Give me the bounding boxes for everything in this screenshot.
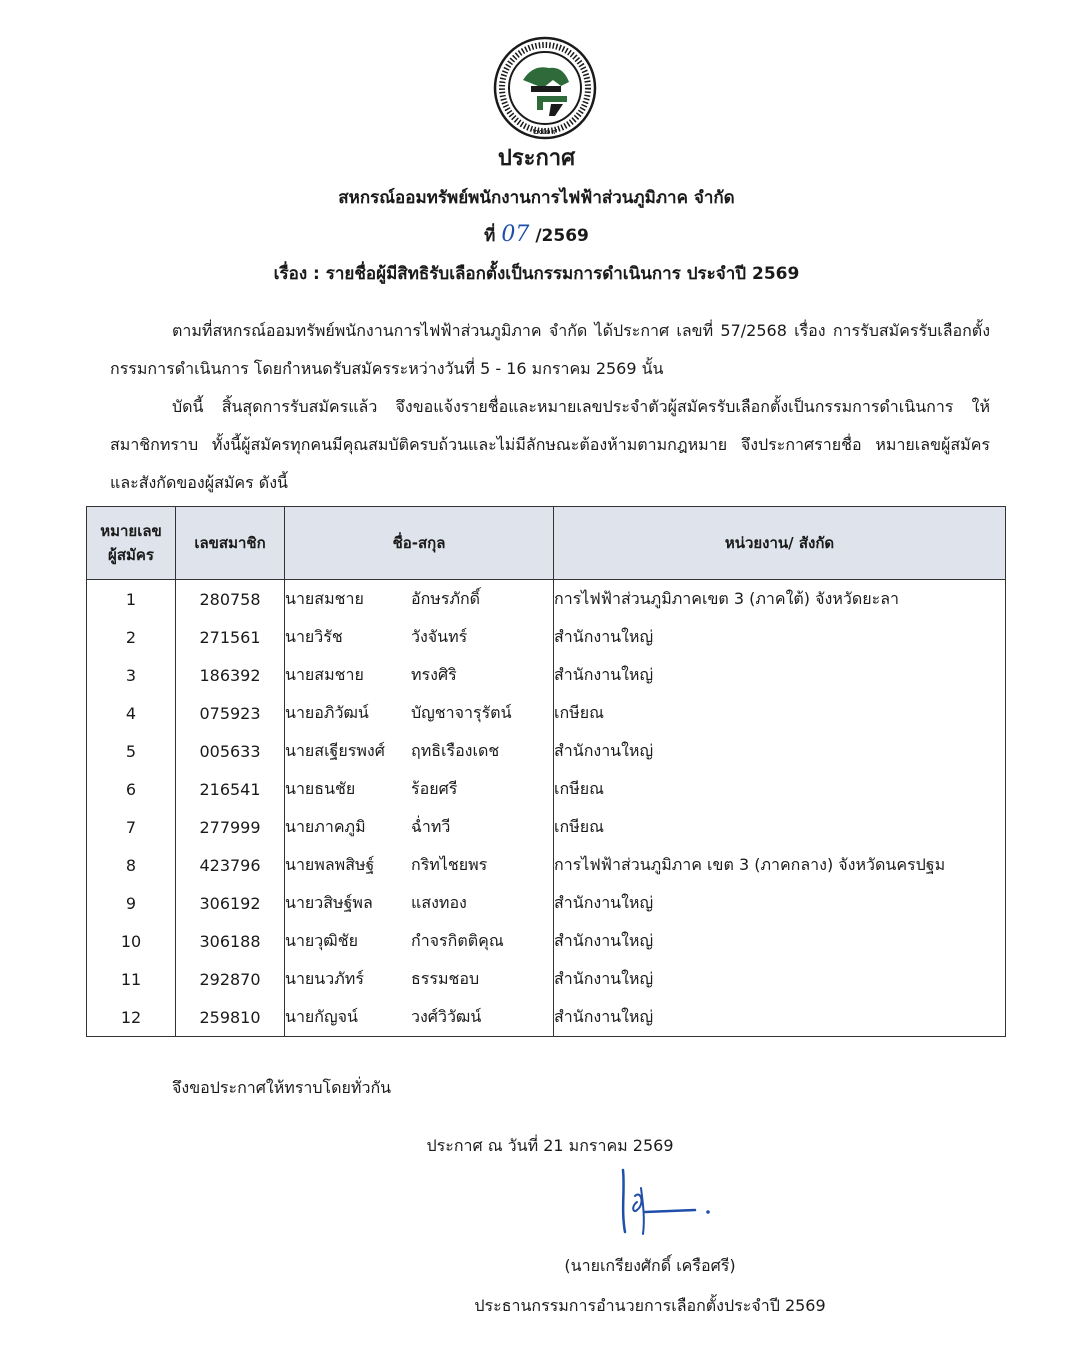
number-suffix: /2569 [535, 226, 589, 246]
member-number: 423796 [176, 846, 285, 884]
member-number: 005633 [176, 732, 285, 770]
document-title: ประกาศ [497, 146, 576, 171]
candidate-name [285, 922, 554, 960]
table-header-row [87, 507, 1006, 580]
table-row [87, 998, 1006, 1037]
candidate-unit: สำนักงานใหญ่ [554, 922, 1006, 960]
table-row [87, 922, 1006, 960]
member-number: 075923 [176, 694, 285, 732]
candidate-name [285, 770, 554, 808]
announcement-subject: เรื่อง : รายชื่อผู้มีสิทธิรับเลือกตั้งเป็นกรรมการดำเนินการ ประจำปี 2569 [273, 264, 800, 284]
candidate-number: 5 [87, 732, 176, 770]
member-number: 306192 [176, 884, 285, 922]
first-name: นายสมชาย [285, 588, 364, 608]
last-name: แสงทอง [411, 892, 467, 912]
handwritten-number: 07 [501, 222, 530, 247]
table-row [87, 580, 1006, 619]
member-number: 280758 [176, 580, 285, 619]
table-row [87, 732, 1006, 770]
number-prefix: ที่ [484, 226, 496, 246]
candidate-table [86, 506, 1006, 1037]
candidate-number: 11 [87, 960, 176, 998]
closing-statement: จึงขอประกาศให้ทราบโดยทั่วกัน [172, 1078, 392, 1097]
candidate-number: 8 [87, 846, 176, 884]
first-name: นายธนชัย [285, 778, 356, 798]
signer-title: ประธานกรรมการอำนวยการเลือกตั้งประจำปี 2569 [474, 1296, 826, 1315]
candidate-number: 6 [87, 770, 176, 808]
paragraph-intro-text: ตามที่สหกรณ์ออมทรัพย์พนักงานการไฟฟ้าส่วนภูมิภาค จำกัด ได้ประกาศ เลขที่ 57/2568 เรื่อง การรับสมัครรับเลือกตั้งกรรมการดำเนินการ โดยกำหนดรับสมัครระหว่างวันที่ 5 - 16 มกราคม 2569 นั้น [110, 321, 990, 378]
candidate-name [285, 808, 554, 846]
announcement-date: ประกาศ ณ วันที่ 21 มกราคม 2569 [426, 1136, 674, 1155]
table-row [87, 770, 1006, 808]
organization-name: สหกรณ์ออมทรัพย์พนักงานการไฟฟ้าส่วนภูมิภาค จำกัด [338, 188, 735, 208]
candidate-number: 12 [87, 998, 176, 1037]
last-name: ร้อยศรี [411, 778, 458, 798]
table-row [87, 694, 1006, 732]
member-number: 306188 [176, 922, 285, 960]
candidate-number: 3 [87, 656, 176, 694]
last-name: อักษรภักดิ์ [411, 588, 481, 608]
member-number: 277999 [176, 808, 285, 846]
candidate-unit: เกษียณ [554, 694, 1006, 732]
candidate-unit: การไฟฟ้าส่วนภูมิภาคเขต 3 (ภาคใต้) จังหวัดยะลา [554, 580, 1006, 619]
paragraph-announcement [110, 388, 990, 502]
candidate-name [285, 656, 554, 694]
paragraph-intro [110, 312, 990, 388]
header-name: ชื่อ-สกุล [285, 507, 554, 580]
candidate-unit: การไฟฟ้าส่วนภูมิภาค เขต 3 (ภาคกลาง) จังหวัดนครปฐม [554, 846, 1006, 884]
member-number: 216541 [176, 770, 285, 808]
candidate-unit: สำนักงานใหญ่ [554, 618, 1006, 656]
member-number: 292870 [176, 960, 285, 998]
first-name: นายวสิษฐ์พล [285, 892, 373, 912]
first-name: นายสมชาย [285, 664, 364, 684]
first-name: นายพลพสิษฐ์ [285, 854, 375, 874]
candidate-unit: สำนักงานใหญ่ [554, 732, 1006, 770]
first-name: นายอภิวัฒน์ [285, 702, 369, 722]
candidate-number: 10 [87, 922, 176, 960]
candidate-name [285, 580, 554, 619]
announcement-number [0, 222, 1073, 249]
member-number: 271561 [176, 618, 285, 656]
candidate-number: 4 [87, 694, 176, 732]
table-row [87, 884, 1006, 922]
candidate-name [285, 732, 554, 770]
candidate-unit: สำนักงานใหญ่ [554, 656, 1006, 694]
last-name: วงศ์วิวัฒน์ [411, 1006, 482, 1026]
table-row [87, 808, 1006, 846]
member-number: 259810 [176, 998, 285, 1037]
candidate-name [285, 998, 554, 1037]
svg-text:๒๕๑๙: ๒๕๑๙ [532, 127, 558, 137]
last-name: กริทไชยพร [411, 854, 488, 874]
candidate-name [285, 960, 554, 998]
candidate-number: 1 [87, 580, 176, 619]
candidate-unit: เกษียณ [554, 770, 1006, 808]
candidate-name [285, 884, 554, 922]
candidate-unit: สำนักงานใหญ่ [554, 884, 1006, 922]
header-unit: หน่วยงาน/ สังกัด [554, 507, 1006, 580]
first-name: นายสเฐียรพงศ์ [285, 740, 385, 760]
table-row [87, 656, 1006, 694]
candidate-unit: เกษียณ [554, 808, 1006, 846]
candidate-name [285, 694, 554, 732]
candidate-number: 7 [87, 808, 176, 846]
cooperative-logo [493, 36, 597, 140]
candidate-name [285, 618, 554, 656]
table-row [87, 846, 1006, 884]
candidate-name [285, 846, 554, 884]
last-name: ฤทธิเรืองเดช [411, 740, 500, 760]
candidate-unit: สำนักงานใหญ่ [554, 998, 1006, 1037]
signer-name: (นายเกรียงศักดิ์ เครือศรี) [564, 1256, 736, 1275]
candidate-number: 2 [87, 618, 176, 656]
first-name: นายกัญจน์ [285, 1006, 358, 1026]
last-name: ธรรมชอบ [411, 968, 480, 988]
last-name: ทรงศิริ [411, 664, 457, 684]
first-name: นายวิรัช [285, 626, 343, 646]
signature-mark [615, 1160, 725, 1240]
first-name: นายภาคภูมิ [285, 816, 366, 836]
last-name: กำจรกิตติคุณ [411, 930, 504, 950]
last-name: บัญชาจารุรัตน์ [411, 702, 512, 722]
header-candidate-no: หมายเลข ผู้สมัคร [87, 507, 176, 580]
paragraph-announcement-text: บัดนี้ สิ้นสุดการรับสมัครแล้ว จึงขอแจ้งรายชื่อและหมายเลขประจำตัวผู้สมัครรับเลือกตั้งเป็นกรรมการดำเนินการ ให้สมาชิกทราบ ทั้งนี้ผู้สมัครทุกคนมีคุณสมบัติครบถ้วนและไม่มีลักษณะต้องห้ามตามกฎหมาย จึงประกาศรายชื่อ หมายเลขผู้สมัคร และสังกัดของผู้สมัคร ดังนี้ [110, 397, 990, 492]
member-number: 186392 [176, 656, 285, 694]
candidate-number: 9 [87, 884, 176, 922]
first-name: นายวุฒิชัย [285, 930, 358, 950]
table-row [87, 960, 1006, 998]
last-name: ฉ่ำทวี [411, 816, 451, 836]
candidate-unit: สำนักงานใหญ่ [554, 960, 1006, 998]
first-name: นายนวภัทร์ [285, 968, 364, 988]
last-name: วังจันทร์ [411, 626, 468, 646]
header-member-no: เลขสมาชิก [176, 507, 285, 580]
table-row [87, 618, 1006, 656]
